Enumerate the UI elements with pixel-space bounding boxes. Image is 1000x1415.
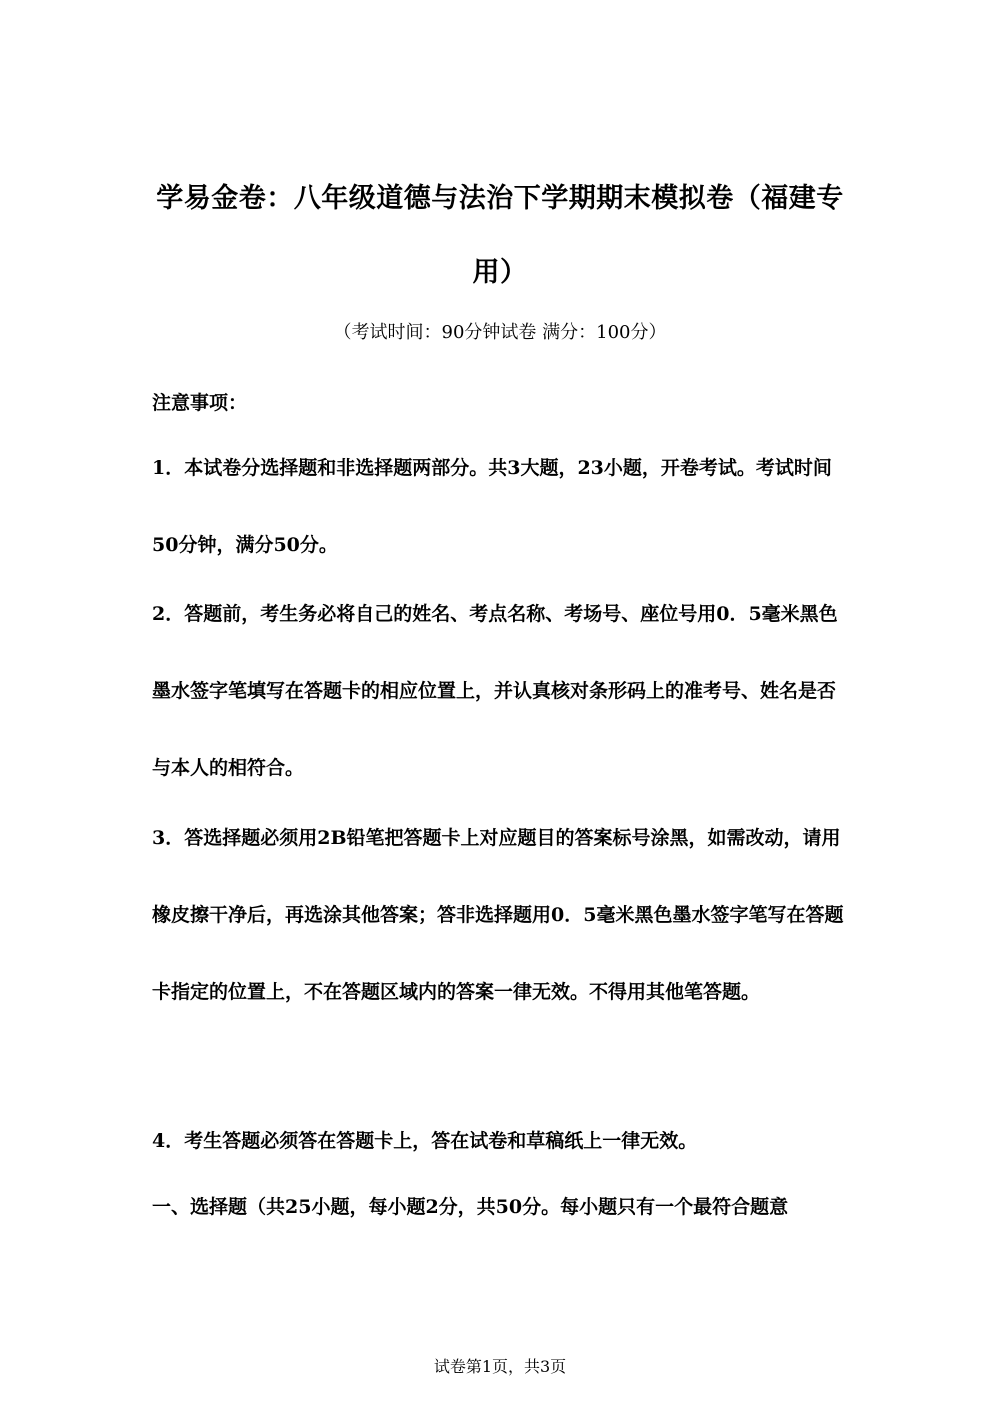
- notes-heading: 注意事项：: [152, 392, 248, 414]
- exam-subtitle: （考试时间：90分钟试卷 满分：100分）: [333, 322, 667, 343]
- note-item-3: 3．答选择题必须用2B铅笔把答题卡上对应题目的答案标号涂黑，如需改动，请用橡皮擦干净后，再选涂其他答案；答非选择题用0．5毫米黑色墨水签字笔写在答题卡指定的位置上，不在答题区域内的答案一律无效。不得用其他笔答题。: [152, 827, 844, 1003]
- note-item-4: 4．考生答题必须答在答题卡上，答在试卷和草稿纸上一律无效。: [152, 1130, 698, 1152]
- note-item-1: 1．本试卷分选择题和非选择题两部分。共3大题，23小题，开卷考试。考试时间50分钟，满分50分。: [152, 457, 832, 556]
- note-item-2: 2．答题前，考生务必将自己的姓名、考点名称、考场号、座位号用0．5毫米黑色墨水签字笔填写在答题卡的相应位置上，并认真核对条形码上的准考号、姓名是否与本人的相符合。: [152, 603, 838, 779]
- section-heading-choice: 一、选择题（共25小题，每小题2分，共50分。每小题只有一个最符合题意: [152, 1196, 789, 1218]
- page-footer: 试卷第1页，共3页: [433, 1357, 567, 1376]
- exam-title: 学易金卷：八年级道德与法治下学期期末模拟卷（福建专用）: [156, 183, 844, 288]
